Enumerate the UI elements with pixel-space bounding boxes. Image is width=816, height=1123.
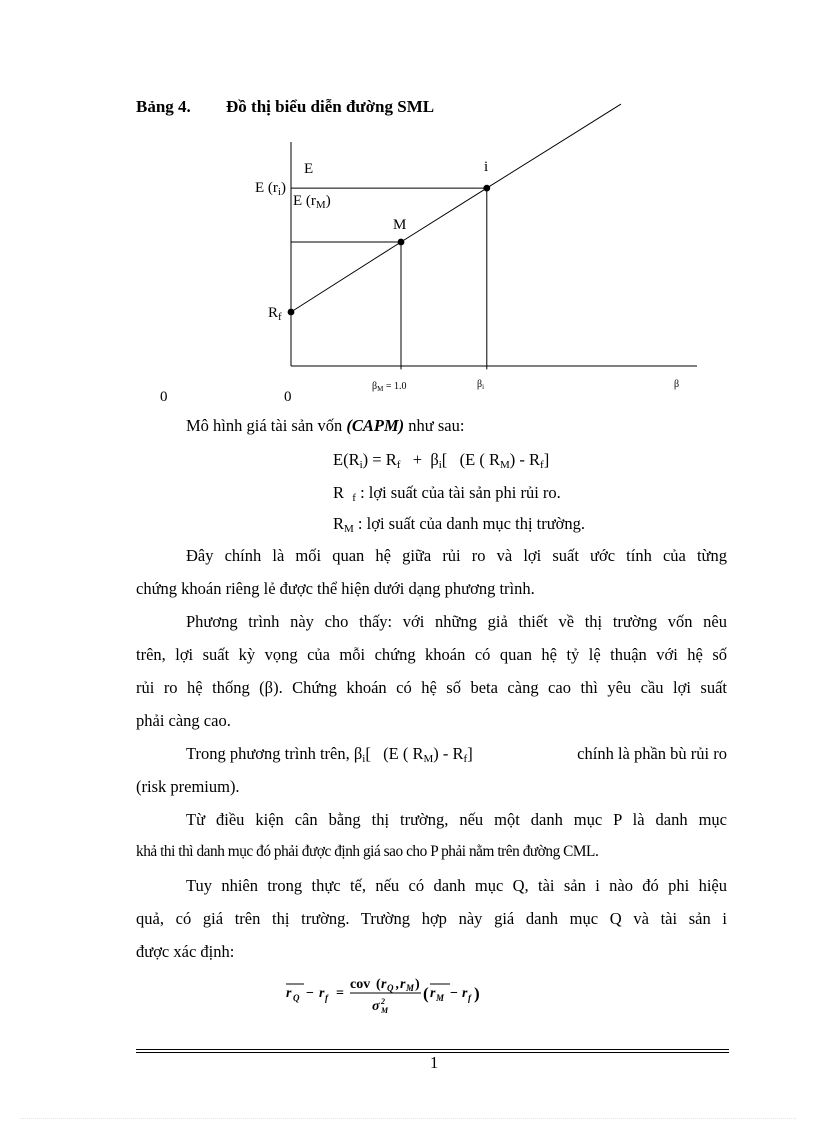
svg-text:M: M [406, 983, 415, 993]
capm-acronym: (CAPM) [346, 416, 405, 435]
svg-text:(: ( [376, 977, 381, 992]
equation [284, 968, 494, 1018]
capm-intro: Mô hình giá tài sản vốn (CAPM) như sau: [186, 416, 465, 435]
table-caption-label: Bảng 4. [136, 97, 191, 116]
paragraph-2-line-3: rủi ro hệ thống (β). Chứng khoán có hệ số beta càng cao thì yêu cầu lợi suất [136, 678, 727, 697]
svg-text:r: r [462, 986, 468, 1001]
label-origin-left: 0 [160, 389, 168, 405]
tick-beta: β [674, 379, 680, 390]
svg-text:r: r [430, 986, 436, 1001]
sml-formula: $E(R_i) = R_f + \beta_i$[ (E ( $R_M) - R_f$] [333, 450, 550, 471]
svg-text:r: r [381, 977, 387, 992]
svg-text:r: r [319, 986, 325, 1001]
label-origin: 0 [284, 389, 292, 405]
svg-text:M: M [436, 993, 445, 1003]
page-number: 1 [430, 1053, 439, 1072]
label-e-ri: E $(r_i)$ [255, 180, 286, 198]
footer-rule-top [136, 1049, 729, 1050]
svg-text:cov: cov [350, 977, 371, 992]
y-axis-label: E [304, 161, 314, 177]
label-point-m: M [393, 217, 407, 233]
sml-line [291, 104, 621, 312]
paragraph-2-line-1: Phương trình này cho thấy: với những giả thiết về thị trường vốn nêu [186, 612, 727, 631]
tick-beta-i: $\beta_i$ [477, 379, 485, 391]
page-edge-dots [20, 1118, 796, 1119]
paragraph-1-line-2: chứng khoán riêng lẻ được thể hiện dưới dạng phương trình. [136, 579, 535, 598]
paragraph-2-line-4: phải càng cao. [136, 711, 231, 730]
paragraph-3-line-1: Trong phương trình trên, $\beta_i$[ (E ( $R_M) - R_f$] chính là phần bù rủi ro [186, 744, 727, 765]
svg-text:−: − [306, 986, 314, 1001]
svg-text:σ: σ [372, 999, 380, 1014]
paragraph-3-line-2: (risk premium). [136, 777, 240, 796]
svg-text:=: = [336, 986, 344, 1001]
paragraph-5-line-1: Tuy nhiên trong thực tế, nếu có danh mục Q, tài sản i nào đó phi hiệu [186, 876, 727, 895]
paragraph-5-line-2: quả, có giá trên thị trường. Trường hợp này giá danh mục Q và tài sản i [136, 909, 727, 928]
sml-chart [0, 0, 816, 420]
paragraph-1-line-1: Đây chính là mối quan hệ giữa rủi ro và lợi suất ước tính của từng [186, 546, 727, 565]
svg-text:M: M [381, 1006, 389, 1015]
svg-text:−: − [450, 986, 458, 1001]
svg-text:r: r [400, 977, 406, 992]
point-rf [288, 309, 295, 316]
point-i [483, 185, 490, 192]
svg-text:f: f [325, 993, 328, 1003]
svg-text:(: ( [423, 984, 429, 1003]
equation-graphic [284, 968, 494, 1018]
definition-rf: R $_f$ : lợi suất của tài sản phi rủi ro. [333, 483, 561, 504]
label-point-i: i [484, 159, 489, 175]
svg-text:Q: Q [293, 993, 300, 1003]
plot-layer [288, 104, 621, 369]
tick-beta-m: $\beta_M = 1.0$ [372, 381, 407, 393]
svg-text:Q: Q [387, 983, 394, 993]
svg-text:): ) [474, 984, 480, 1003]
svg-text:r: r [286, 986, 292, 1001]
svg-text:): ) [415, 977, 420, 992]
label-e-rm: E $(r_M)$ [293, 193, 331, 211]
label-rf: $R_f$ [268, 305, 282, 323]
svg-text:2: 2 [381, 997, 385, 1006]
table-caption-title: Đồ thị biểu diễn đường SML [226, 97, 435, 116]
point-m [398, 239, 405, 246]
svg-text:,: , [396, 977, 400, 992]
paragraph-4-line-2: khả thi thì danh mục đó phải được định giá sao cho P phải nằm trên đường CML. [136, 843, 599, 860]
paragraph-4-line-1: Từ điều kiện cân bằng thị trường, nếu một danh mục P là danh mục [186, 810, 727, 829]
svg-text:f: f [468, 993, 471, 1003]
paragraph-5-line-3: được xác định: [136, 942, 235, 961]
paragraph-2-line-2: trên, lợi suất kỳ vọng của mỗi chứng khoán có quan hệ tỷ lệ thuận với hệ số [136, 645, 727, 664]
definition-rm: $R_M$ : lợi suất của danh mục thị trường. [333, 514, 586, 535]
